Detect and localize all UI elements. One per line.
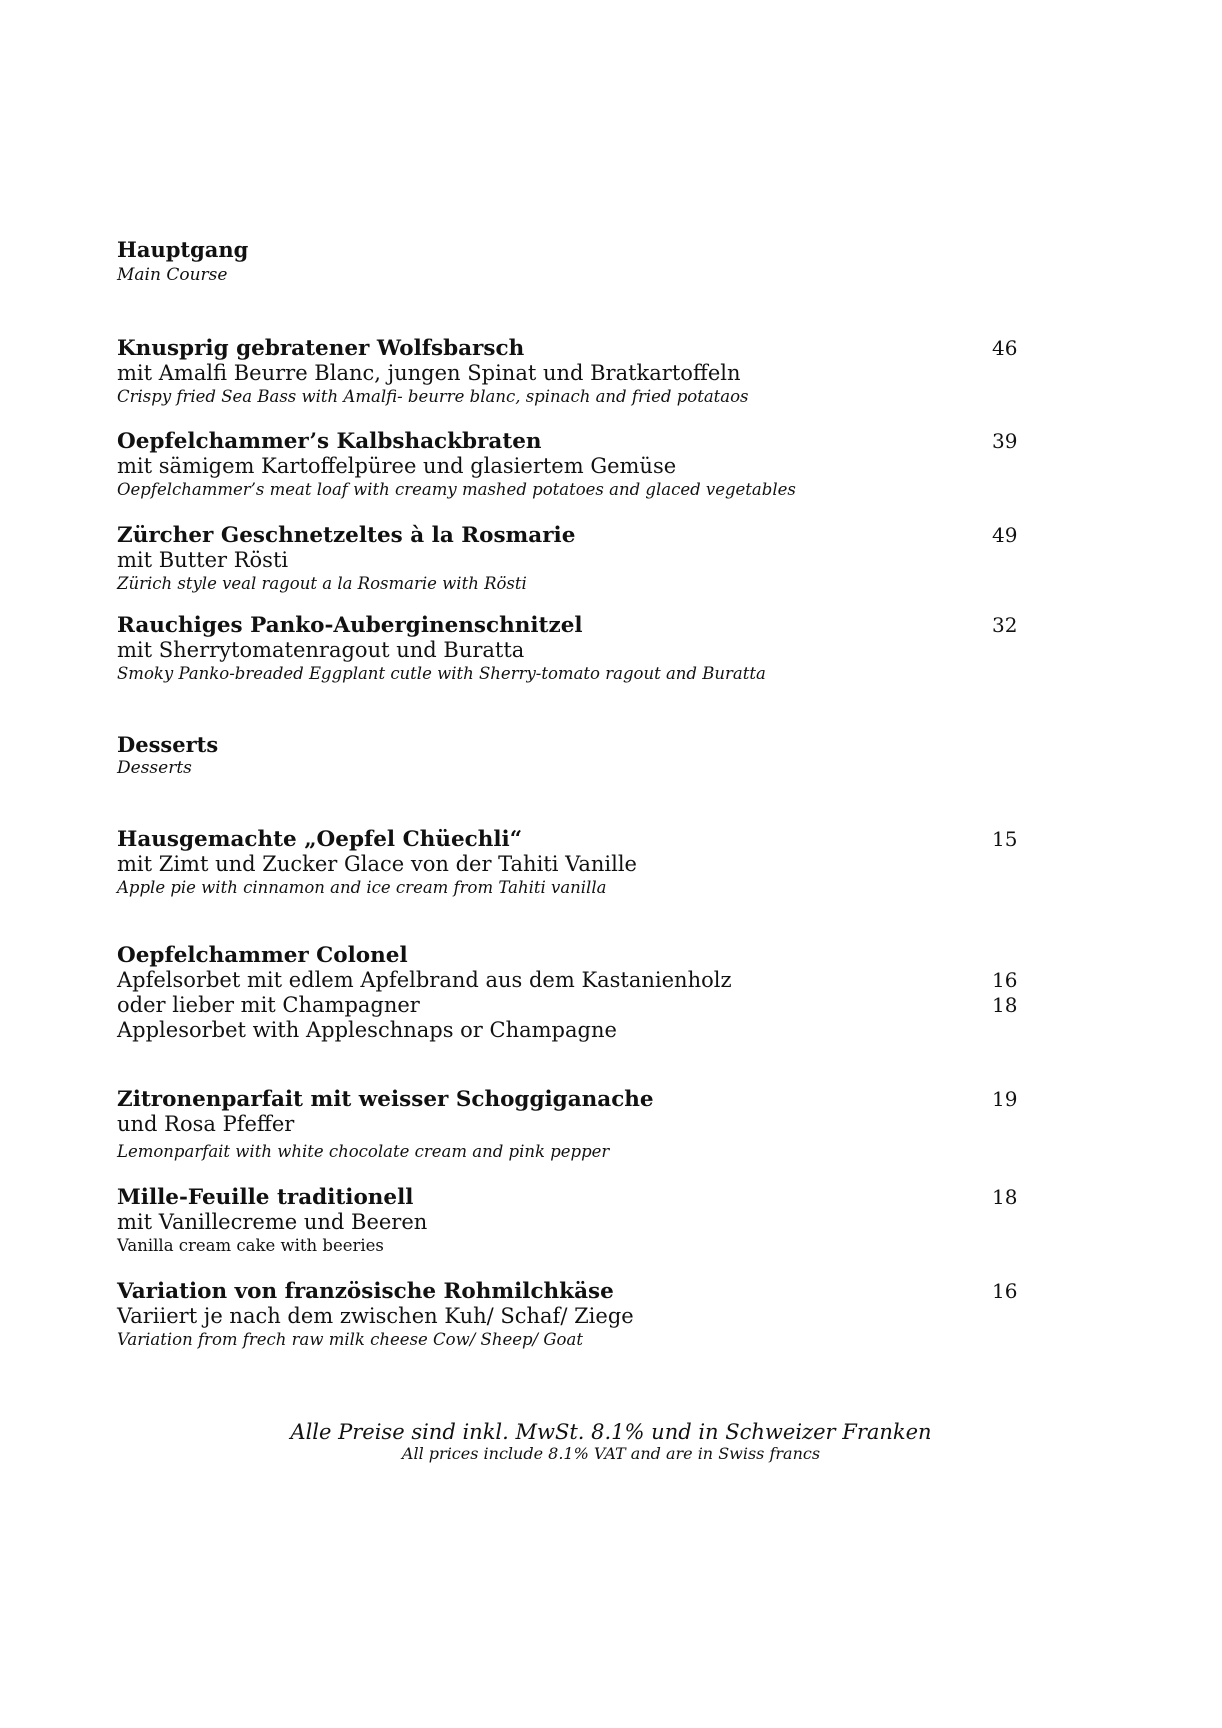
item-name: Rauchiges Panko-Auberginenschnitzel [117, 613, 583, 638]
item-name: Variation von französische Rohmilchkäse [117, 1279, 614, 1304]
item-name: Oepfelchammer Colonel [117, 943, 408, 968]
item-english: Lemonparfait with white chocolate cream and pink pepper [117, 1142, 610, 1161]
item-name: Knusprig gebratener Wolfsbarsch [117, 336, 525, 361]
item-english: Applesorbet with Appleschnaps or Champagne [117, 1018, 617, 1042]
menu-item-cheese-variation [117, 1279, 1032, 1351]
section-subtitle-main: Main Course [117, 265, 228, 285]
item-english: Oepfelchammer’s meat loaf with creamy mashed potatoes and glaced vegetables [117, 480, 796, 499]
menu-item-geschnetzeltes [117, 523, 1032, 595]
menu-item-sea-bass [117, 336, 1032, 408]
item-description: mit sämigem Kartoffelpüree und glasiertem Gemüse [117, 454, 677, 478]
item-name: Zitronenparfait mit weisser Schoggiganache [117, 1087, 654, 1112]
item-english: Apple pie with cinnamon and ice cream from Tahiti vanilla [117, 878, 607, 897]
item-price: 16 [992, 968, 1018, 992]
menu-item-mille-feuille [117, 1185, 1032, 1257]
menu-item-eggplant-schnitzel [117, 613, 1032, 685]
menu-item-zitronenparfait [117, 1087, 1032, 1163]
item-description: mit Sherrytomatenragout und Buratta [117, 638, 525, 662]
item-price: 49 [992, 523, 1018, 547]
item-price: 46 [992, 336, 1018, 360]
item-description: mit Butter Rösti [117, 548, 289, 572]
item-option-line: oder lieber mit Champagner [117, 993, 420, 1017]
item-price: 39 [992, 429, 1018, 453]
menu-item-oepfel-chuechli [117, 827, 1032, 899]
item-description: mit Amalfi Beurre Blanc, jungen Spinat und Bratkartoffeln [117, 361, 741, 385]
item-price: 18 [992, 993, 1018, 1017]
item-price: 19 [992, 1087, 1018, 1111]
item-name: Oepfelchammer’s Kalbshackbraten [117, 429, 542, 454]
menu-item-meat-loaf [117, 429, 1032, 501]
item-description: mit Zimt und Zucker Glace von der Tahiti Vanille [117, 852, 637, 876]
item-description: Variiert je nach dem zwischen Kuh/ Schaf/ Ziege [117, 1304, 634, 1328]
section-title-desserts: Desserts [117, 732, 219, 757]
section-title-main: Hauptgang [117, 237, 249, 262]
item-description: und Rosa Pfeffer [117, 1112, 295, 1136]
item-english: Crispy fried Sea Bass with Amalfi- beurre blanc, spinach and fried potataos [117, 387, 749, 406]
item-option-line: Apfelsorbet mit edlem Apfelbrand aus dem Kastanienholz [117, 968, 732, 992]
item-name: Hausgemachte „Oepfel Chüechli“ [117, 827, 523, 852]
price-note [0, 1420, 1222, 1463]
item-name: Mille-Feuille traditionell [117, 1185, 414, 1210]
menu-item-colonel [117, 943, 1032, 1043]
section-subtitle-desserts: Desserts [117, 758, 192, 778]
item-price: 16 [992, 1279, 1018, 1303]
item-english: Zürich style veal ragout a la Rosmarie with Rösti [117, 574, 527, 593]
item-name: Zürcher Geschnetzeltes à la Rosmarie [117, 523, 576, 548]
item-price: 15 [992, 827, 1018, 851]
item-price: 32 [992, 613, 1018, 637]
price-note-german: Alle Preise sind inkl. MwSt. 8.1% und in Schweizer Franken [290, 1420, 932, 1444]
item-description: mit Vanillecreme und Beeren [117, 1210, 428, 1234]
item-english: Vanilla cream cake with beeries [117, 1236, 384, 1255]
item-english: Smoky Panko-breaded Eggplant cutle with Sherry-tomato ragout and Buratta [117, 664, 766, 683]
price-note-english: All prices include 8.1% VAT and are in Swiss francs [401, 1444, 821, 1463]
item-price: 18 [992, 1185, 1018, 1209]
item-english: Variation from frech raw milk cheese Cow/ Sheep/ Goat [117, 1330, 583, 1349]
